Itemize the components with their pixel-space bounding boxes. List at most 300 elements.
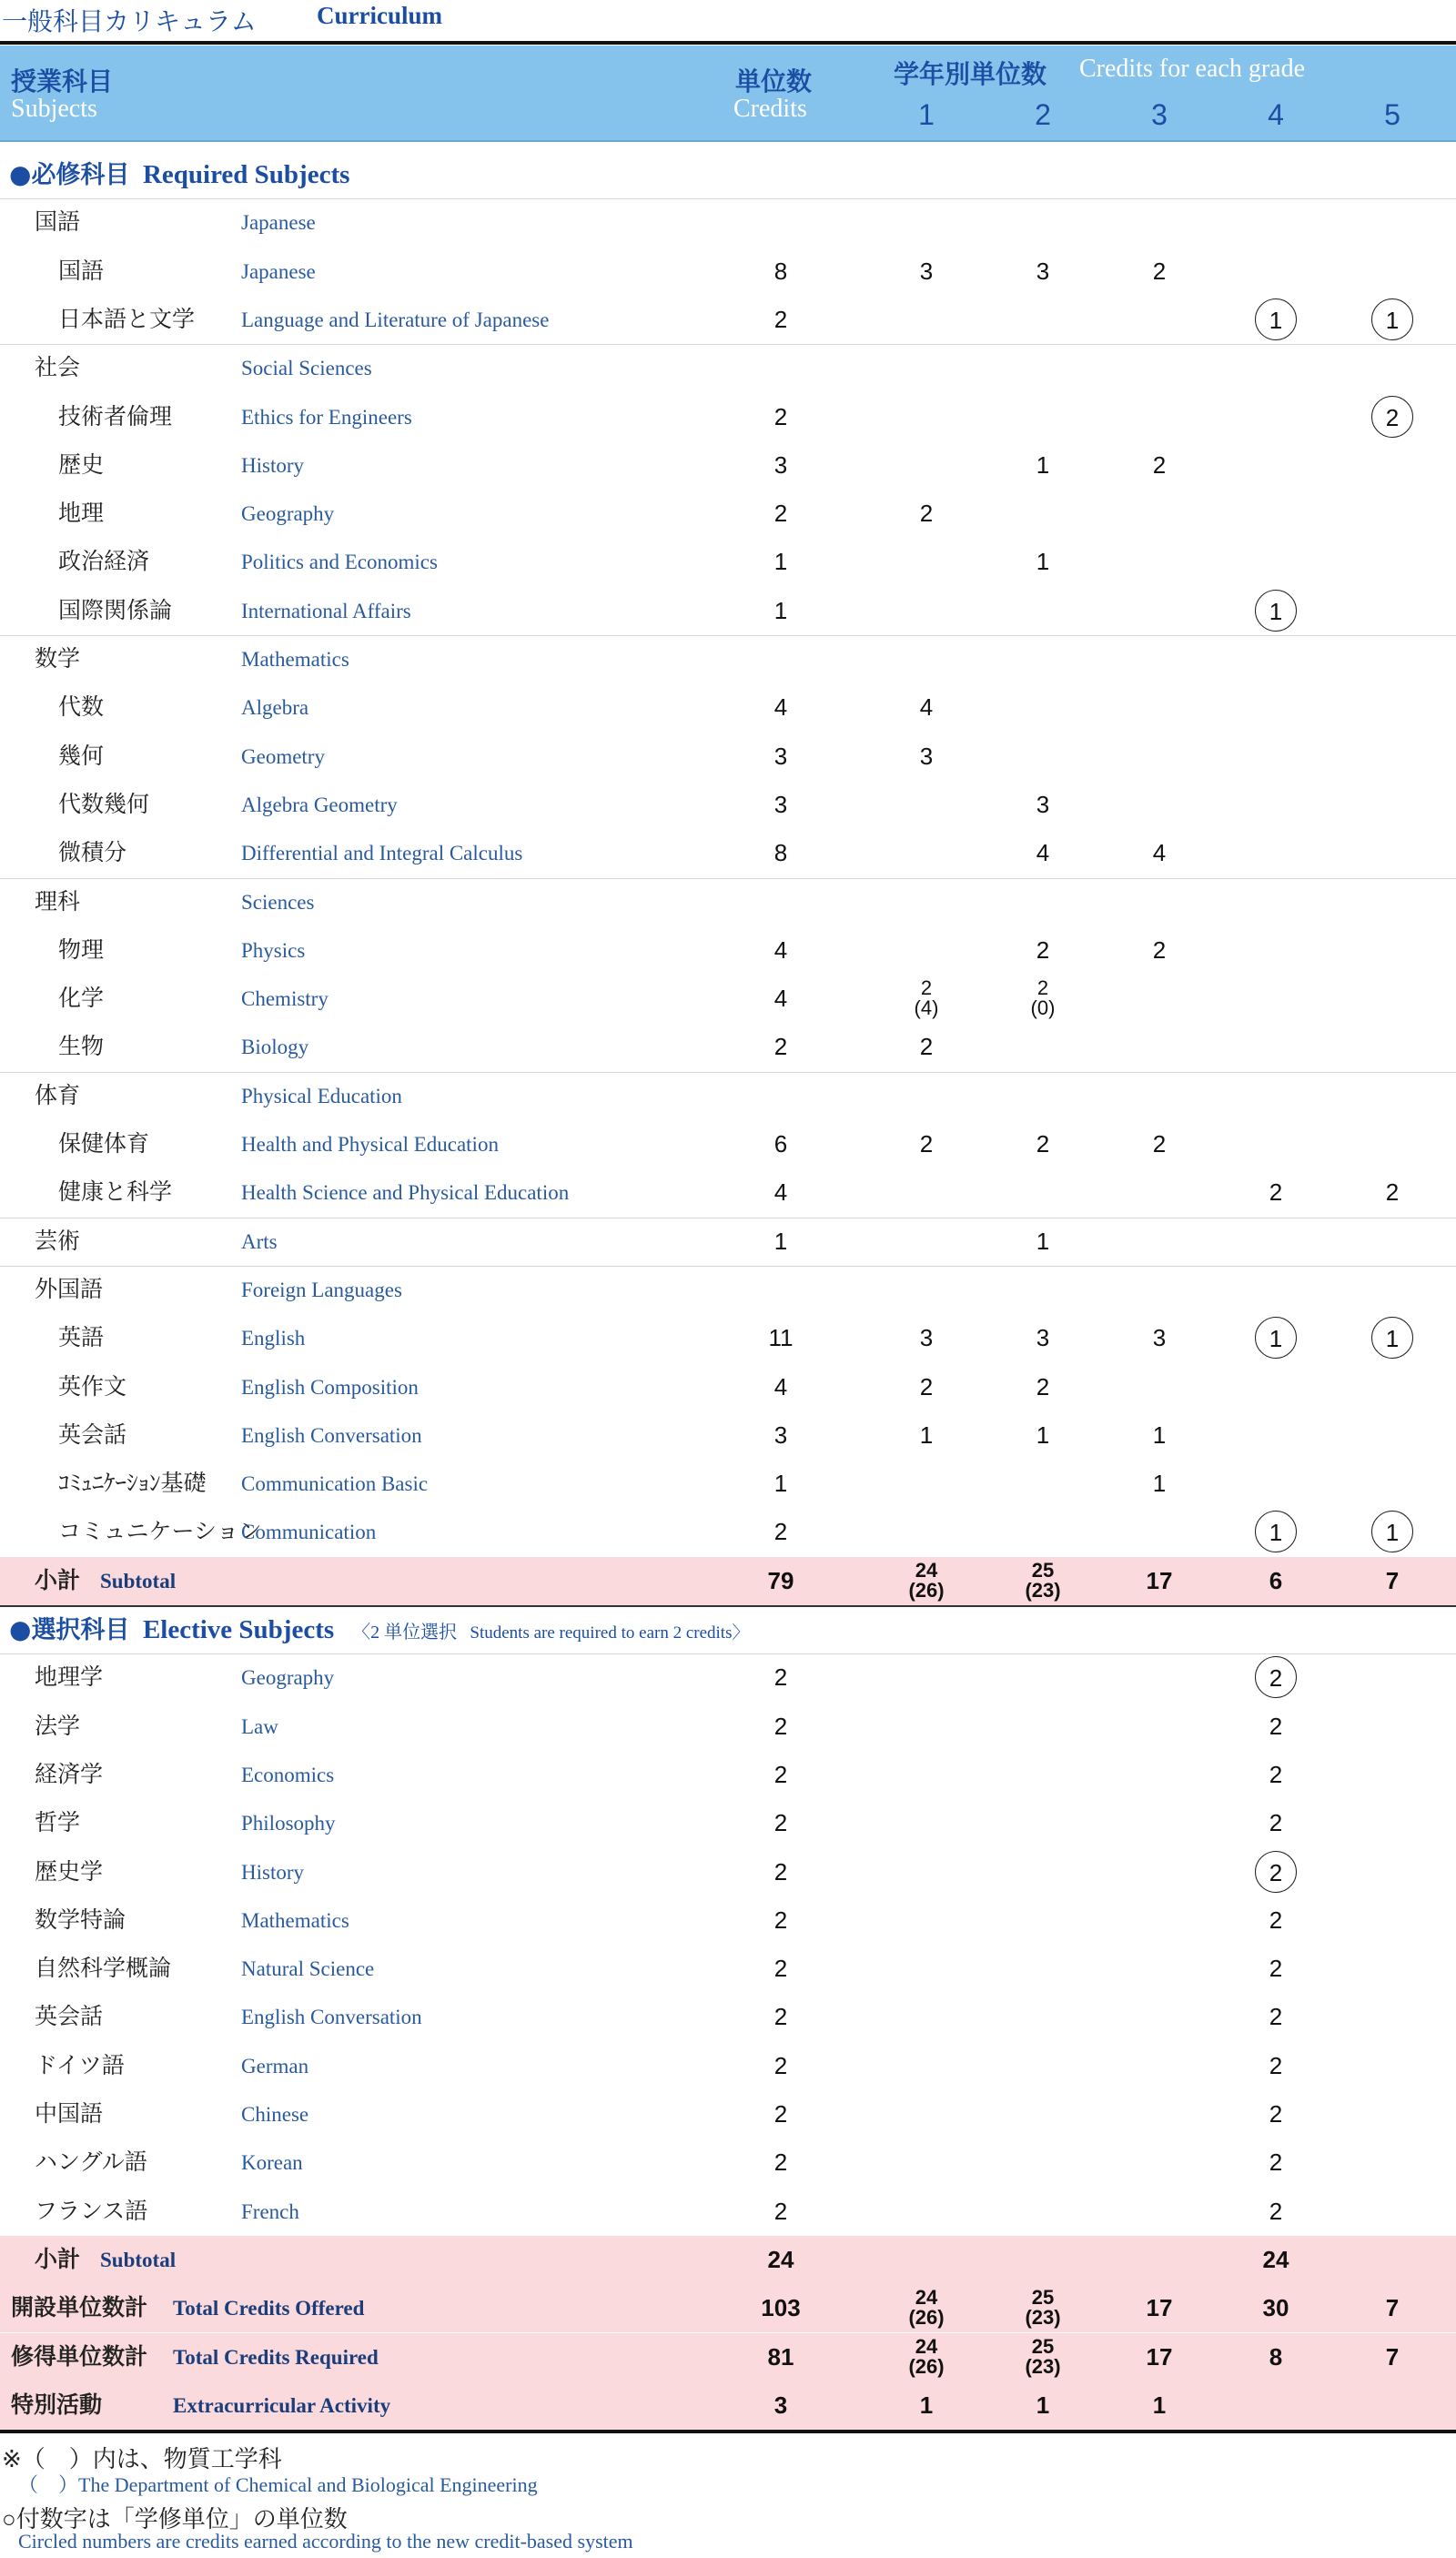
- total-grade-3: 1: [1152, 2391, 1167, 2419]
- subject-name-en: Chemistry: [241, 987, 329, 1011]
- subject-credits: 6: [774, 1130, 788, 1158]
- subject-name-jp: 代数: [58, 694, 105, 721]
- elective-name-en: Philosophy: [241, 1812, 336, 1835]
- category-name-jp: 国語: [35, 209, 81, 236]
- elective-grade-4: 2: [1269, 2100, 1283, 2128]
- subject-grade-1: 3: [919, 742, 934, 770]
- total-grade-1: 1: [919, 2391, 934, 2419]
- elective-row: [0, 1848, 1456, 1896]
- category-row: [0, 878, 1456, 926]
- total-grade-2-main: 25: [1031, 2286, 1055, 2310]
- subject-name-en: Communication Basic: [241, 1472, 429, 1496]
- subject-name-jp: 幾何: [58, 743, 105, 769]
- subject-grade-1: 2: [919, 1372, 934, 1400]
- subject-credits: 2: [774, 402, 788, 430]
- category-name-jp: 外国語: [35, 1276, 104, 1302]
- subject-grade-3: 1: [1152, 1421, 1167, 1449]
- subject-grade-2: 3: [1036, 1324, 1050, 1352]
- total-grade-1: [890, 2284, 963, 2336]
- required-heading-en: Required Subjects: [129, 160, 350, 189]
- subject-credits: 8: [774, 257, 788, 285]
- category-row: [0, 344, 1456, 392]
- subject-row: [0, 975, 1456, 1023]
- subject-row: [0, 1460, 1456, 1508]
- total-grade-5: 7: [1385, 2342, 1400, 2371]
- elective-name-en: Chinese: [241, 2103, 309, 2126]
- subject-grade-4: [1239, 296, 1312, 344]
- subject-name-en: Language and Literature of Japanese: [241, 308, 550, 331]
- row-divider: [0, 2430, 1456, 2433]
- elective-name-jp: 中国語: [35, 2101, 104, 2127]
- elective-note-en: Students are required to earn 2 credits〉: [457, 1623, 750, 1643]
- subject-grade-1-paren: (4): [914, 996, 939, 1020]
- subject-name-jp: 化学: [58, 986, 105, 1012]
- elective-row: [0, 1993, 1456, 2041]
- subject-name-en: English Conversation: [241, 1423, 422, 1447]
- subject-name-en: Algebra Geometry: [241, 793, 398, 816]
- category-name-en: Japanese: [241, 211, 316, 235]
- subject-credits: 1: [774, 1470, 788, 1498]
- subject-grade-1: 3: [919, 1324, 934, 1352]
- elective-grade-4: 2: [1269, 2149, 1283, 2177]
- subject-name-jp: 国語: [58, 258, 105, 284]
- required-subtotal-grade-5: 7: [1385, 1566, 1400, 1594]
- category-name-en: Sciences: [241, 890, 315, 914]
- subject-row: [0, 538, 1456, 586]
- subject-name-en: Algebra: [241, 696, 309, 720]
- subject-grade-2: 3: [1036, 257, 1050, 285]
- elective-name-en: Korean: [241, 2151, 303, 2175]
- subject-row: [0, 1023, 1456, 1071]
- subject-row: [0, 393, 1456, 441]
- elective-grade-4: 2: [1269, 1760, 1283, 1788]
- subject-grade-3: 1: [1152, 1470, 1167, 1498]
- total-row: [0, 2333, 1456, 2381]
- subject-grade-3: 2: [1152, 935, 1167, 964]
- subject-grade-3: 2: [1152, 450, 1167, 479]
- total-row: [0, 2381, 1456, 2430]
- header-credits-jp: 単位数: [735, 67, 813, 96]
- subject-credits: 3: [774, 450, 788, 479]
- elective-name-en: History: [241, 1860, 304, 1884]
- header-grade-1: 1: [918, 98, 935, 131]
- required-subtotal-grade-1-main: 24: [915, 1558, 938, 1582]
- subject-grade-2: [1006, 975, 1079, 1026]
- total-grade-2: [1006, 2284, 1079, 2336]
- required-subtotal-grade-1: [890, 1557, 963, 1609]
- footnote-jp: ○付数字は「学修単位」の単位数: [2, 2505, 348, 2533]
- subject-grade-2: 2: [1036, 935, 1050, 964]
- required-subtotal-grade-2: [1006, 1557, 1079, 1609]
- elective-grade-4: 2: [1269, 1955, 1283, 1983]
- subject-name-en: English: [241, 1327, 306, 1350]
- subject-name-jp: 政治経済: [58, 549, 150, 575]
- subject-credits: 3: [774, 790, 788, 818]
- elective-row: [0, 2090, 1456, 2138]
- elective-name-jp: ドイツ語: [35, 2052, 125, 2078]
- subject-name-en: Geography: [241, 502, 335, 526]
- subject-name-jp: 日本語と文学: [58, 306, 196, 332]
- required-subtotal-credits: 79: [767, 1566, 794, 1594]
- subject-row: [0, 296, 1456, 344]
- subject-grade-3: 2: [1152, 1130, 1167, 1158]
- subject-grade-5: [1356, 1508, 1429, 1556]
- total-grade-5: 7: [1385, 2294, 1400, 2322]
- subject-grade-5-circled: 1: [1371, 1511, 1413, 1552]
- subject-credits: 2: [774, 1033, 788, 1061]
- subject-credits: 3: [774, 1421, 788, 1449]
- elective-credits: 2: [774, 2197, 788, 2225]
- category-row: [0, 1266, 1456, 1314]
- subject-name-jp: 地理: [58, 500, 105, 527]
- subject-row: [0, 1411, 1456, 1460]
- subject-name-jp: 生物: [58, 1034, 105, 1060]
- subject-grade-4: [1239, 1314, 1312, 1362]
- subject-credits: 2: [774, 305, 788, 333]
- category-name-en: Physical Education: [241, 1084, 402, 1107]
- bullet-icon: ●: [9, 1614, 32, 1644]
- subject-row: [0, 926, 1456, 975]
- elective-credits: 2: [774, 2149, 788, 2177]
- total-label-jp: 特別活動: [11, 2391, 103, 2418]
- elective-credits: 2: [774, 1760, 788, 1788]
- elective-grade-4: [1239, 1848, 1312, 1896]
- header-grade-4: 4: [1268, 98, 1284, 131]
- required-subtotal-grade-3: 17: [1146, 1566, 1173, 1594]
- subject-grade-1: 2: [919, 1130, 934, 1158]
- subject-name-jp: 国際関係論: [58, 597, 173, 623]
- subject-grade-1: 3: [919, 257, 934, 285]
- total-label-jp: 開設単位数計: [11, 2295, 148, 2321]
- subject-row: [0, 587, 1456, 635]
- total-grade-1-main: 24: [915, 2334, 938, 2358]
- elective-credits: 2: [774, 2051, 788, 2079]
- subject-name-jp: 微積分: [58, 840, 127, 866]
- subject-credits: 4: [774, 935, 788, 964]
- total-credits: 81: [767, 2342, 794, 2371]
- subject-credits: 2: [774, 500, 788, 528]
- subject-grade-5-circled: 1: [1371, 1317, 1413, 1359]
- subject-grade-3: 2: [1152, 257, 1167, 285]
- elective-row: [0, 2138, 1456, 2187]
- category-row: [0, 635, 1456, 683]
- elective-name-jp: 数学特論: [35, 1906, 126, 1933]
- footnote-en: （ ）The Department of Chemical and Biological Engineering: [18, 2473, 538, 2497]
- total-label-jp: 修得単位数計: [11, 2343, 148, 2370]
- subject-name-en: Differential and Integral Calculus: [241, 842, 523, 865]
- required-subtotal-grade-1-paren: (26): [908, 1578, 945, 1602]
- subject-credits: 1: [774, 596, 788, 624]
- elective-name-en: Law: [241, 1714, 278, 1738]
- subject-credits: 3: [774, 742, 788, 770]
- elective-grade-4: 2: [1269, 1712, 1283, 1740]
- total-grade-2-paren: (23): [1025, 2354, 1061, 2378]
- header-credits-en: Credits: [733, 95, 807, 123]
- subject-grade-5: [1356, 1314, 1429, 1362]
- elective-name-en: Geography: [241, 1666, 335, 1690]
- subject-name-jp: 歴史: [58, 451, 105, 478]
- subject-name-en: Physics: [241, 938, 306, 962]
- subject-grade-2-paren: (0): [1030, 996, 1056, 1020]
- subtotal-label-jp: 小計: [35, 1567, 81, 1593]
- category-name-jp: 芸術: [35, 1228, 81, 1254]
- subject-name-jp: 健康と科学: [58, 1179, 173, 1206]
- total-grade-2-main: 25: [1031, 2334, 1055, 2358]
- subject-grade-1: 1: [919, 1421, 934, 1449]
- title-bar: [0, 0, 1456, 42]
- category-name-en: Arts: [241, 1229, 278, 1253]
- subject-name-en: Communication: [241, 1521, 377, 1544]
- elective-subtotal-row: [0, 2236, 1456, 2284]
- total-grade-1-paren: (26): [908, 2354, 945, 2378]
- subject-grade-5: [1356, 393, 1429, 441]
- elective-credits: 2: [774, 2003, 788, 2031]
- elective-name-en: English Conversation: [241, 2006, 422, 2029]
- subject-name-en: Health and Physical Education: [241, 1133, 499, 1156]
- subject-name-jp: 物理: [58, 936, 105, 963]
- subject-grade-4: [1239, 587, 1312, 635]
- category-row: [0, 1072, 1456, 1120]
- elective-name-jp: 自然科学概論: [35, 1956, 172, 1982]
- elective-name-jp: ハングル語: [35, 2149, 147, 2176]
- page-title-jp: 一般科目カリキュラム: [2, 7, 257, 35]
- required-subtotal-grade-2-paren: (23): [1025, 1578, 1061, 1602]
- header-grade-5: 5: [1384, 98, 1400, 131]
- subject-name-en: English Composition: [241, 1375, 419, 1399]
- elective-row: [0, 1703, 1456, 1751]
- subject-name-jp: 英作文: [58, 1373, 127, 1400]
- subject-grade-2: 2: [1036, 1130, 1050, 1158]
- elective-heading-jp: 選択科目: [31, 1616, 130, 1644]
- elective-grade-4: 2: [1269, 1906, 1283, 1934]
- subject-credits: 11: [768, 1324, 794, 1352]
- elective-grade-4-circled: 2: [1255, 1656, 1297, 1698]
- elective-credits: 2: [774, 1857, 788, 1886]
- total-grade-3: 17: [1146, 2294, 1173, 2322]
- page-title-en: Curriculum: [317, 2, 442, 29]
- subject-credits: 4: [774, 985, 788, 1013]
- subject-grade-2: 4: [1036, 839, 1050, 867]
- subject-grade-1: [890, 975, 963, 1026]
- elective-subtotal-grade-4: 24: [1262, 2245, 1289, 2273]
- category-name-jp: 社会: [35, 355, 81, 381]
- category-name-jp: 理科: [35, 888, 81, 915]
- subject-row: [0, 1363, 1456, 1411]
- total-grade-1-main: 24: [915, 2286, 938, 2310]
- category-name-en: Mathematics: [241, 648, 349, 671]
- required-heading-jp: 必修科目: [31, 161, 130, 189]
- total-label-en: Total Credits Required: [173, 2345, 379, 2369]
- footnote-jp: ※（ ）内は、物質工学科: [2, 2445, 282, 2473]
- subject-grade-3: 4: [1152, 839, 1167, 867]
- subtotal-label-en: Subtotal: [100, 2248, 177, 2271]
- elective-credits: 2: [774, 1663, 788, 1692]
- subject-credits: 4: [774, 1178, 788, 1207]
- subject-row: [0, 1120, 1456, 1168]
- elective-credits: 2: [774, 1906, 788, 1934]
- subject-grade-4-circled: 1: [1255, 298, 1297, 340]
- total-label-en: Total Credits Offered: [173, 2297, 365, 2320]
- subject-credits: 8: [774, 839, 788, 867]
- subject-grade-1: 2: [919, 500, 934, 528]
- elective-grade-4: 2: [1269, 2003, 1283, 2031]
- subject-name-en: Ethics for Engineers: [241, 405, 412, 429]
- subject-name-en: Health Science and Physical Education: [241, 1181, 570, 1205]
- table-header: [0, 45, 1456, 142]
- elective-name-jp: 地理学: [35, 1664, 104, 1691]
- elective-grade-4: [1239, 1653, 1312, 1702]
- elective-grade-4: 2: [1269, 2051, 1283, 2079]
- elective-heading: [9, 1605, 749, 1653]
- elective-row: [0, 1799, 1456, 1847]
- subject-grade-1: 2: [919, 1033, 934, 1061]
- elective-name-en: Economics: [241, 1763, 335, 1786]
- subject-name-en: Biology: [241, 1036, 309, 1059]
- total-label-en: Extracurricular Activity: [173, 2393, 391, 2417]
- title-rule: [0, 41, 1456, 45]
- elective-credits: 2: [774, 1712, 788, 1740]
- category-name-jp: 数学: [35, 646, 81, 672]
- elective-row: [0, 1653, 1456, 1702]
- subject-row: [0, 248, 1456, 296]
- subject-grade-1-main: 2: [920, 976, 933, 1000]
- subject-name-en: History: [241, 453, 304, 477]
- subject-row: [0, 829, 1456, 877]
- subject-name-jp: 英会話: [58, 1421, 127, 1448]
- subject-grade-2: 1: [1036, 1227, 1050, 1255]
- elective-grade-4: 2: [1269, 2197, 1283, 2225]
- subject-grade-5-circled: 2: [1371, 396, 1413, 438]
- elective-heading-en: Elective Subjects: [129, 1615, 335, 1644]
- category-row: [0, 198, 1456, 247]
- subject-grade-5-circled: 1: [1371, 298, 1413, 340]
- elective-name-en: Natural Science: [241, 1957, 375, 1981]
- subtotal-label-en: Subtotal: [100, 1569, 177, 1592]
- subject-grade-4: [1239, 1508, 1312, 1556]
- elective-credits: 2: [774, 1809, 788, 1837]
- total-grade-2-paren: (23): [1025, 2306, 1061, 2330]
- elective-name-jp: フランス語: [35, 2198, 148, 2224]
- elective-row: [0, 1945, 1456, 1993]
- subject-row: [0, 441, 1456, 490]
- subject-name-en: Politics and Economics: [241, 551, 438, 574]
- total-credits: 103: [761, 2294, 801, 2322]
- total-grade-1: [890, 2333, 963, 2385]
- header-grade-en: Credits for each grade: [1079, 55, 1305, 83]
- header-grade-2: 2: [1035, 98, 1051, 131]
- elective-name-jp: 哲学: [35, 1810, 81, 1836]
- subject-grade-4: 2: [1269, 1178, 1283, 1207]
- subject-grade-2: 1: [1036, 450, 1050, 479]
- elective-heading-row: [0, 1605, 1456, 1653]
- elective-subtotal-credits: 24: [767, 2245, 794, 2273]
- required-subtotal-grade-4: 6: [1269, 1566, 1283, 1594]
- total-grade-2: [1006, 2333, 1079, 2385]
- subject-row: [0, 1168, 1456, 1217]
- subject-grade-4-circled: 1: [1255, 1317, 1297, 1359]
- subject-credits: 4: [774, 1372, 788, 1400]
- subject-name-jp: 技術者倫理: [58, 403, 173, 430]
- required-heading: [9, 150, 349, 198]
- elective-row: [0, 1751, 1456, 1799]
- elective-name-en: Mathematics: [241, 1908, 349, 1932]
- subject-credits: 1: [774, 1227, 788, 1255]
- total-grade-1-paren: (26): [908, 2306, 945, 2330]
- subject-credits: 2: [774, 1518, 788, 1546]
- subject-grade-4-circled: 1: [1255, 1511, 1297, 1552]
- subject-name-jp: 代数幾何: [58, 791, 150, 817]
- category-row: [0, 1218, 1456, 1266]
- subject-row: [0, 1314, 1456, 1362]
- subject-grade-5: [1356, 296, 1429, 344]
- elective-name-jp: 法学: [35, 1713, 81, 1739]
- elective-grade-4-circled: 2: [1255, 1851, 1297, 1893]
- bullet-icon: ●: [9, 159, 32, 189]
- subject-credits: 1: [774, 548, 788, 576]
- elective-name-en: French: [241, 2199, 299, 2223]
- header-grade-jp: 学年別単位数: [894, 60, 1047, 88]
- subject-row: [0, 490, 1456, 538]
- total-grade-4: 8: [1269, 2342, 1283, 2371]
- subject-name-en: Japanese: [241, 259, 316, 283]
- required-subtotal-row: [0, 1557, 1456, 1605]
- subject-row: [0, 733, 1456, 781]
- elective-grade-4: 2: [1269, 1809, 1283, 1837]
- total-grade-2: 1: [1036, 2391, 1050, 2419]
- required-subtotal-grade-2-main: 25: [1031, 1558, 1055, 1582]
- subject-credits: 4: [774, 693, 788, 722]
- header-subjects-jp: 授業科目: [11, 67, 114, 96]
- category-name-en: Foreign Languages: [241, 1278, 402, 1301]
- subject-grade-2: 1: [1036, 1421, 1050, 1449]
- total-credits: 3: [774, 2391, 788, 2419]
- elective-name-jp: 経済学: [35, 1761, 104, 1787]
- elective-row: [0, 1896, 1456, 1945]
- elective-name-en: German: [241, 2054, 309, 2078]
- header-subjects-en: Subjects: [11, 95, 97, 123]
- elective-note-jp: 〈2 単位選択: [334, 1623, 458, 1643]
- subject-grade-2-main: 2: [1036, 976, 1049, 1000]
- subject-grade-3: 3: [1152, 1324, 1167, 1352]
- subject-grade-2: 2: [1036, 1372, 1050, 1400]
- subject-row: [0, 781, 1456, 829]
- subject-grade-2: 1: [1036, 548, 1050, 576]
- subject-row: [0, 683, 1456, 732]
- elective-row: [0, 2042, 1456, 2090]
- subject-grade-2: 3: [1036, 790, 1050, 818]
- subject-name-jp: コミュニケーション: [58, 1519, 262, 1545]
- subject-grade-1: 4: [919, 693, 934, 722]
- subject-name-jp: 英語: [58, 1325, 105, 1351]
- footnote-en: Circled numbers are credits earned according to the new credit-based system: [18, 2530, 633, 2553]
- elective-name-jp: 歴史学: [35, 1858, 104, 1885]
- subject-row: [0, 1508, 1456, 1556]
- subject-grade-4-circled: 1: [1255, 590, 1297, 632]
- subtotal-label-jp: 小計: [35, 2246, 81, 2272]
- subject-grade-5: 2: [1385, 1178, 1400, 1207]
- subject-name-jp: ｺﾐｭﾆｹｰｼｮﾝ基礎: [58, 1471, 207, 1497]
- total-grade-3: 17: [1146, 2342, 1173, 2371]
- subject-name-jp: 保健体育: [58, 1131, 150, 1157]
- elective-row: [0, 2188, 1456, 2236]
- total-row: [0, 2284, 1456, 2332]
- total-grade-4: 30: [1262, 2294, 1289, 2322]
- elective-credits: 2: [774, 1955, 788, 1983]
- subject-name-en: International Affairs: [241, 599, 411, 622]
- elective-credits: 2: [774, 2100, 788, 2128]
- subject-name-en: Geometry: [241, 744, 325, 768]
- required-heading-row: [0, 150, 1456, 198]
